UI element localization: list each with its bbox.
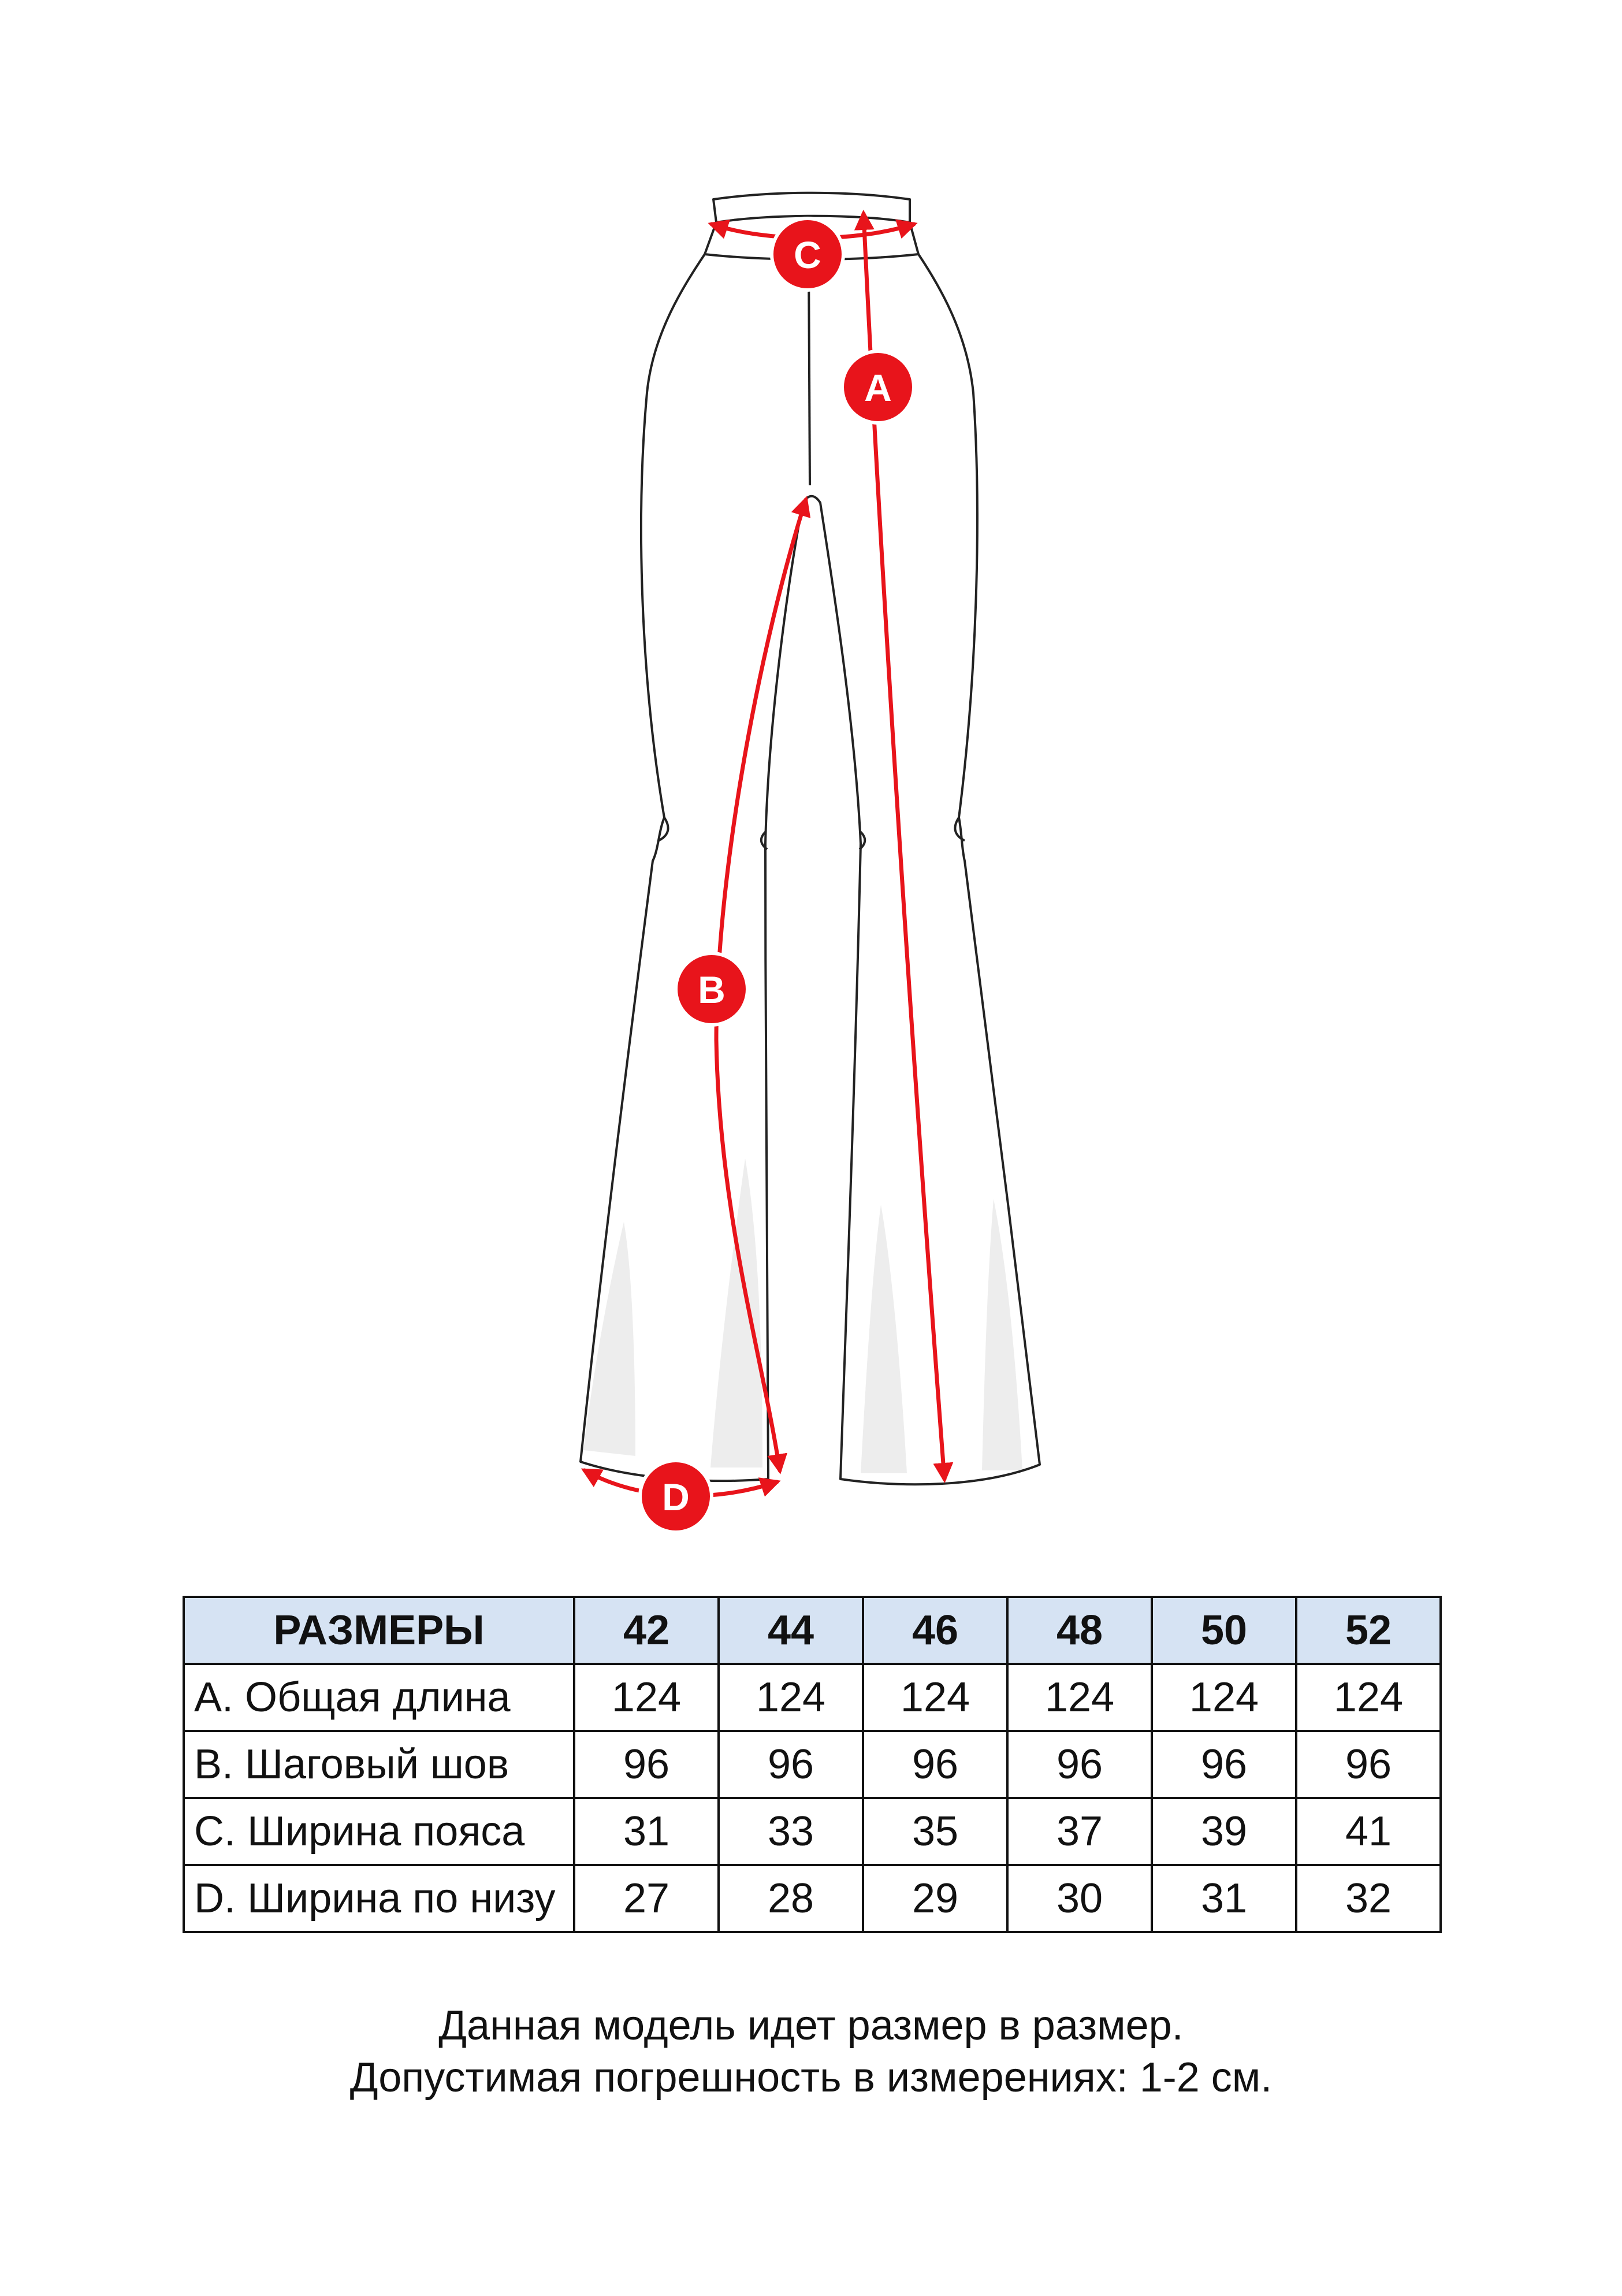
header-size-48: 48 bbox=[1007, 1597, 1152, 1664]
table-cell: 124 bbox=[1007, 1664, 1152, 1731]
table-cell: 32 bbox=[1296, 1865, 1441, 1932]
header-size-46: 46 bbox=[863, 1597, 1007, 1664]
table-cell: 37 bbox=[1007, 1798, 1152, 1865]
right-leg-shading bbox=[982, 1199, 1022, 1470]
badge-d bbox=[640, 1461, 712, 1532]
badge-b-label: B bbox=[698, 968, 726, 1011]
table-cell: 124 bbox=[1152, 1664, 1296, 1731]
table-cell: 96 bbox=[574, 1731, 719, 1798]
table-cell: 96 bbox=[1007, 1731, 1152, 1798]
badge-d-label: D bbox=[662, 1476, 690, 1518]
row-label-hem-width: D. Ширина по низу bbox=[184, 1865, 574, 1932]
table-row bbox=[184, 1865, 1441, 1932]
tolerance-note: Допустимая погрешность в измерениях: 1-2 см. bbox=[349, 2054, 1273, 2101]
table-cell: 124 bbox=[1296, 1664, 1441, 1731]
table-cell: 124 bbox=[863, 1664, 1007, 1731]
badge-b bbox=[676, 953, 747, 1025]
row-label-waist-width: C. Ширина пояса bbox=[184, 1798, 574, 1865]
badge-a-label: A bbox=[864, 366, 892, 409]
table-cell: 96 bbox=[1296, 1731, 1441, 1798]
header-size-42: 42 bbox=[574, 1597, 719, 1664]
fit-note: Данная модель идет размер в размер. bbox=[438, 2003, 1184, 2049]
table-cell: 39 bbox=[1152, 1798, 1296, 1865]
table-header-row bbox=[184, 1597, 1441, 1664]
inner-right-shading bbox=[861, 1205, 907, 1473]
table-cell: 41 bbox=[1296, 1798, 1441, 1865]
table-cell: 31 bbox=[574, 1798, 719, 1865]
left-leg-shading bbox=[583, 1222, 635, 1456]
header-size-50: 50 bbox=[1152, 1597, 1296, 1664]
table-cell: 31 bbox=[1152, 1865, 1296, 1932]
table-row bbox=[184, 1798, 1441, 1865]
table-cell: 124 bbox=[719, 1664, 863, 1731]
badge-c bbox=[772, 218, 843, 290]
table-cell: 30 bbox=[1007, 1865, 1152, 1932]
row-label-inseam: B. Шаговый шов bbox=[184, 1731, 574, 1798]
center-seam bbox=[809, 260, 810, 485]
table-cell: 96 bbox=[1152, 1731, 1296, 1798]
table-cell: 33 bbox=[719, 1798, 863, 1865]
table-row bbox=[184, 1664, 1441, 1731]
table-row bbox=[184, 1731, 1441, 1798]
table-cell: 29 bbox=[863, 1865, 1007, 1932]
trousers-outline bbox=[581, 193, 1040, 1484]
table-cell: 96 bbox=[719, 1731, 863, 1798]
row-label-total-length: A. Общая длина bbox=[184, 1664, 574, 1731]
header-sizes: РАЗМЕРЫ bbox=[184, 1597, 574, 1664]
header-size-44: 44 bbox=[719, 1597, 863, 1664]
header-size-52: 52 bbox=[1296, 1597, 1441, 1664]
table-cell: 28 bbox=[719, 1865, 863, 1932]
table-cell: 96 bbox=[863, 1731, 1007, 1798]
table-cell: 35 bbox=[863, 1798, 1007, 1865]
badge-a bbox=[842, 351, 914, 423]
size-chart-table bbox=[183, 1596, 1442, 1933]
table-cell: 27 bbox=[574, 1865, 719, 1932]
inner-left-shading bbox=[710, 1158, 762, 1467]
badge-c-label: C bbox=[794, 233, 821, 276]
table-cell: 124 bbox=[574, 1664, 719, 1731]
